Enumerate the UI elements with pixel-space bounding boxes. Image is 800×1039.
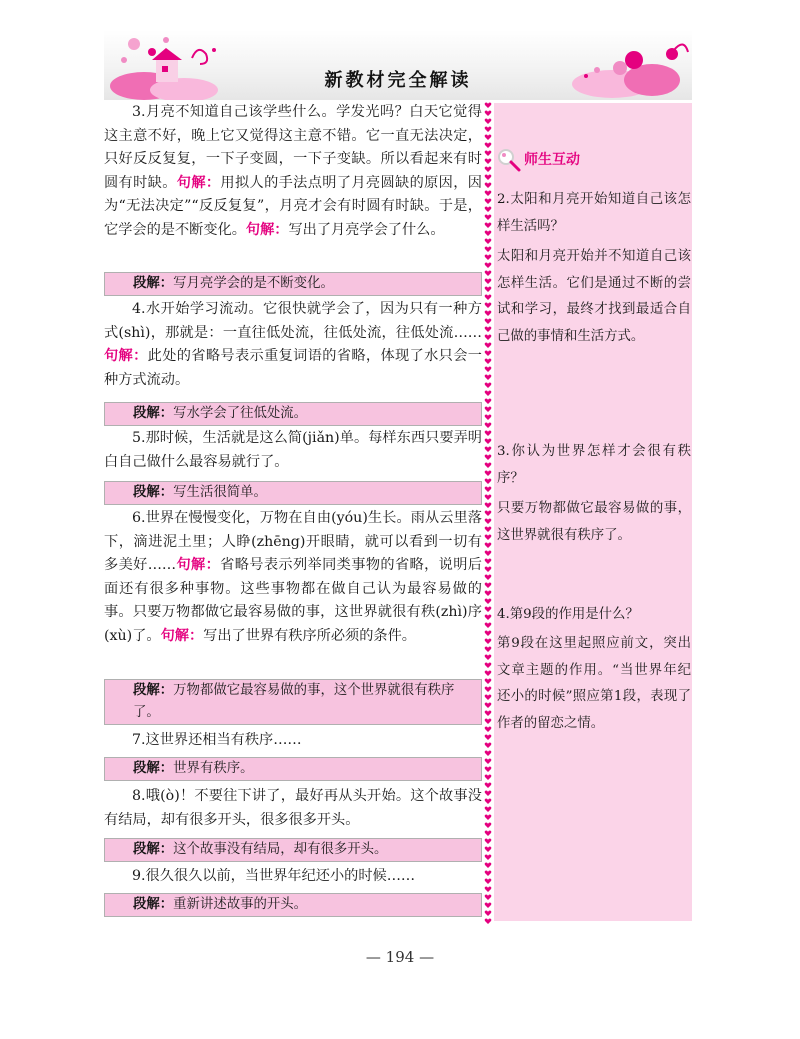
section-summary-5: 段解：写生活很简单。 (104, 481, 482, 505)
magnifier-icon (496, 147, 522, 173)
sidebar-heading (496, 147, 686, 173)
main-column (104, 101, 482, 921)
paragraph-8: 8.哦(ò)！不要往下讲了，最好再从头开始。这个故事没有结局，却有很多开头，很多很多开头。 (104, 788, 482, 828)
paragraph-3: 3.月亮不知道自己该学些什么。学发光吗？白天它觉得这主意不好，晚上它又觉得这主意不错。它一直无法决定，只好反反复复，一下子变圆，一下子变缺。所以看起来有时圆有时缺。句解：用拟人的手法点明了月亮圆缺的原因，因为“无法决定”“反反复复”，月亮才会有时圆有时缺。于是，它学会的是不断变化。句解：写出了月亮学会了什么。 (104, 104, 482, 238)
section-summary-6: 段解：万物都做它最容易做的事，这个世界就很有秩序了。 (104, 679, 482, 725)
page-number: — 194 — (365, 948, 435, 966)
paragraph-5: 5.那时候，生活就是这么简(jiǎn)单。每样东西只要弄明白自己做什么最容易就行了。 (104, 430, 482, 470)
question-2: 2.太阳和月亮开始知道自己该怎样生活吗？ (497, 192, 691, 234)
paragraph-4: 4.水开始学习流动。它很快就学会了，因为只有一种方式(shì)，那就是：一直往低处流，往低处流，往低处流……句解：此处的省略号表示重复词语的省略，体现了水只会一种方式流动。 (104, 301, 482, 388)
section-summary-9: 段解：重新讲述故事的开头。 (104, 893, 482, 917)
paragraph-7: 7.这世界还相当有秩序…… (132, 732, 302, 748)
question-3: 3.你认为世界怎样才会很有秩序？ (497, 444, 691, 486)
paragraph-9: 9.很久很久以前，当世界年纪还小的时候…… (132, 868, 416, 884)
sidebar-heading-label: 师生互动 (524, 152, 580, 168)
answer-2: 太阳和月亮开始并不知道自己该怎样生活。它们是通过不断的尝试和学习，最终才找到最适合自己做的事情和生活方式。 (497, 249, 691, 344)
section-summary-8: 段解：这个故事没有结局，却有很多开头。 (104, 838, 482, 862)
header-banner (104, 30, 692, 100)
answer-3: 只要万物都做它最容易做的事，这世界就很有秩序了。 (497, 501, 691, 543)
paragraph-6: 6.世界在慢慢变化，万物在自由(yóu)生长。雨从云里落下，滴进泥土里；人睁(zhēng)开眼睛，就可以看到一切有多美好……句解：省略号表示列举同类事物的省略，说明后面还有很多种事物。这些事物都在做自己认为最容易做的事。只要万物都做它最容易做的事，这世界就很有秩(zhì)序(xù)了。句解：写出了世界有秩序所必须的条件。 (104, 510, 482, 644)
sidebar-panel (494, 103, 692, 921)
answer-4: 第9段在这里起照应前文，突出文章主题的作用。“当世界年纪还小的时候”照应第1段，表现了作者的留恋之情。 (497, 636, 691, 731)
floral-decoration-icon (502, 30, 692, 100)
section-summary-7: 段解：世界有秩序。 (104, 757, 482, 781)
header-title: 新教材完全解读 (324, 70, 472, 91)
question-4: 4.第9段的作用是什么？ (497, 607, 639, 622)
heart-divider (484, 101, 492, 925)
section-summary-4: 段解：写水学会了往低处流。 (104, 402, 482, 426)
section-summary-3: 段解：写月亮学会的是不断变化。 (104, 272, 482, 296)
